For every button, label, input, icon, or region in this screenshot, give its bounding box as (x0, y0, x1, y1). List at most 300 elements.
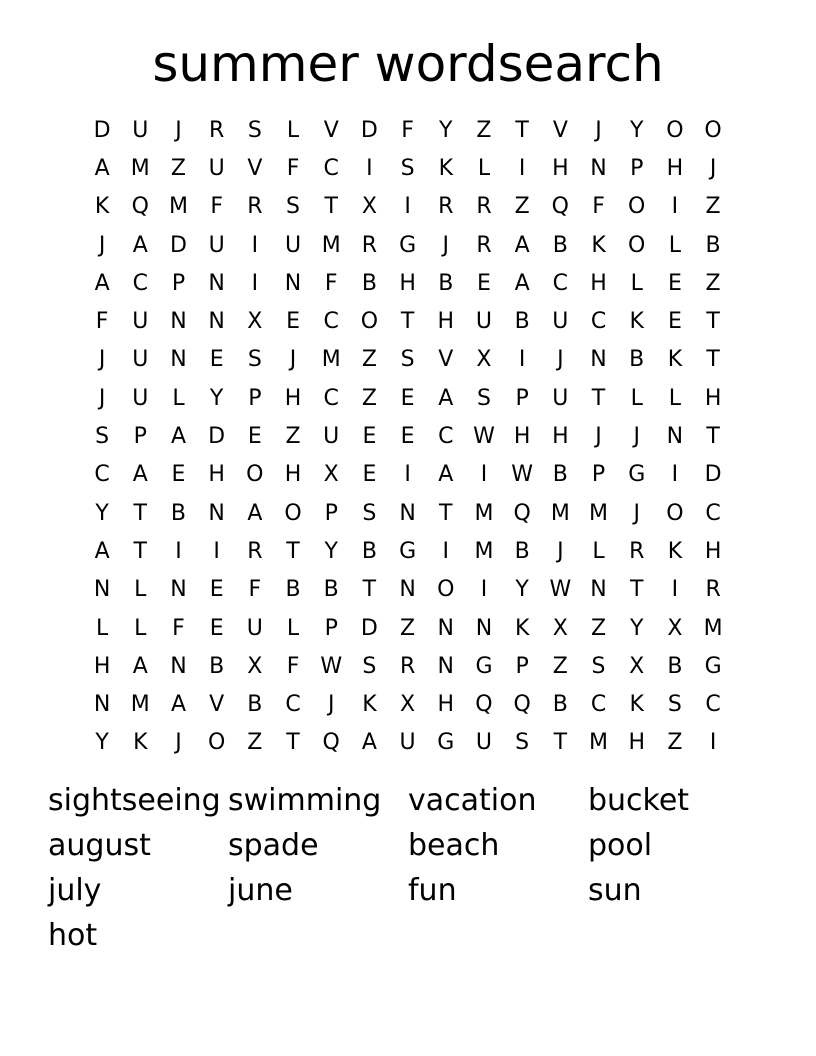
grid-letter: D (169, 232, 187, 258)
grid-letter: H (437, 309, 455, 335)
grid-letter: H (93, 653, 111, 679)
grid-letter: Z (170, 155, 186, 181)
grid-letter: J (327, 692, 335, 718)
grid-letter: B (170, 500, 187, 526)
grid-letter: G (628, 462, 646, 488)
grid-letter: K (94, 194, 110, 220)
grid-letter: N (93, 577, 111, 603)
grid-letter: W (549, 577, 572, 603)
grid-letter: C (552, 270, 569, 296)
grid-letter: Z (705, 194, 721, 220)
grid-letter: J (709, 155, 717, 181)
grid-letter: K (133, 730, 148, 756)
grid-letter: J (557, 347, 564, 373)
grid-letter: R (629, 538, 645, 564)
grid-letter: D (360, 615, 378, 641)
grid-letter: S (95, 424, 110, 450)
grid-letter: L (172, 385, 185, 411)
grid-letter: E (400, 424, 415, 450)
grid-letter: I (671, 577, 679, 603)
grid-letter: A (247, 500, 263, 526)
grid-letter: F (592, 194, 605, 220)
grid-letter: Y (95, 730, 109, 756)
grid-letter: H (704, 385, 722, 411)
grid-letter: Y (324, 538, 338, 564)
grid-letter: F (286, 653, 300, 679)
grid-letter: O (666, 500, 684, 526)
grid-letter: E (171, 462, 186, 488)
grid-letter: I (404, 194, 411, 220)
grid-letter: N (666, 424, 684, 450)
grid-letter: N (208, 270, 225, 296)
grid-letter: M (550, 500, 570, 526)
grid-letter: H (552, 155, 569, 181)
grid-letter: J (442, 232, 450, 258)
grid-letter: E (209, 577, 224, 603)
grid-letter: O (284, 500, 302, 526)
grid-letter: O (437, 577, 455, 603)
grid-letter: H (284, 385, 302, 411)
grid-letter: S (247, 347, 262, 373)
grid-letter: R (476, 194, 492, 220)
grid-letter: P (324, 615, 338, 641)
grid-letter: S (247, 117, 262, 143)
word-list-item: august (48, 828, 151, 863)
grid-letter: C (323, 385, 339, 411)
grid-letter: A (132, 462, 148, 488)
grid-letter: X (361, 194, 377, 220)
grid-letter: C (705, 692, 721, 718)
word-list-item: beach (408, 828, 500, 863)
grid-letter: A (94, 270, 110, 296)
grid-letter: E (667, 309, 682, 335)
grid-letter: U (132, 309, 149, 335)
grid-letter: M (130, 692, 150, 718)
grid-letter: I (671, 462, 679, 488)
grid-letter: Z (514, 194, 530, 220)
grid-letter: L (630, 385, 643, 411)
grid-letter: F (286, 155, 300, 181)
grid-letter: N (590, 155, 607, 181)
grid-letter: L (477, 155, 491, 181)
grid-letter: Q (513, 500, 531, 526)
grid-letter: Q (322, 730, 340, 756)
grid-letter: Q (551, 194, 569, 220)
grid-letter: X (476, 347, 492, 373)
grid-letter: N (437, 653, 455, 679)
grid-letter: G (437, 730, 455, 756)
grid-letter: Q (513, 692, 531, 718)
grid-letter: I (251, 232, 259, 258)
grid-letter: F (95, 309, 109, 335)
grid-letter: L (668, 385, 682, 411)
grid-letter: F (401, 117, 414, 143)
grid-letter: R (438, 194, 454, 220)
grid-letter: B (514, 309, 530, 335)
grid-letter: A (132, 653, 148, 679)
grid-letter: A (361, 730, 377, 756)
grid-letter: Z (667, 730, 683, 756)
grid-letter: I (175, 538, 182, 564)
grid-letter: P (515, 385, 529, 411)
grid-letter: K (629, 692, 644, 718)
grid-letter: J (633, 424, 640, 450)
grid-letter: U (323, 424, 340, 450)
grid-letter: I (480, 462, 488, 488)
grid-letter: S (400, 155, 415, 181)
grid-letter: H (208, 462, 225, 488)
word-list-item: pool (588, 828, 653, 863)
grid-letter: N (170, 577, 187, 603)
grid-letter: A (438, 462, 454, 488)
grid-letter: M (474, 538, 494, 564)
grid-letter: K (591, 232, 606, 258)
grid-letter: I (213, 538, 220, 564)
grid-letter: P (515, 653, 529, 679)
grid-letter: G (399, 232, 417, 258)
grid-letter: C (323, 155, 339, 181)
grid-letter: N (475, 615, 493, 641)
grid-letter: R (247, 538, 263, 564)
grid-letter: A (132, 232, 148, 258)
grid-letter: O (246, 462, 264, 488)
grid-letter: B (552, 232, 568, 258)
grid-letter: X (552, 615, 568, 641)
grid-letter: P (248, 385, 262, 411)
grid-letter: U (208, 155, 225, 181)
grid-letter: L (134, 615, 147, 641)
grid-letter: N (93, 692, 111, 718)
grid-letter: C (590, 692, 607, 718)
grid-letter: B (323, 577, 339, 603)
grid-letter: E (362, 424, 377, 450)
grid-letter: Z (705, 270, 721, 296)
grid-letter: V (209, 692, 225, 718)
grid-letter: K (667, 347, 683, 373)
grid-letter: U (475, 309, 493, 335)
grid-letter: Y (209, 385, 224, 411)
grid-letter: X (629, 653, 645, 679)
grid-letter: N (170, 653, 187, 679)
grid-letter: U (399, 730, 416, 756)
grid-letter: U (246, 615, 263, 641)
grid-letter: C (323, 309, 339, 335)
grid-letter: L (286, 117, 300, 143)
grid-letter: B (361, 270, 377, 296)
letter-grid (83, 111, 732, 762)
grid-letter: H (437, 692, 455, 718)
grid-letter: B (705, 232, 721, 258)
grid-letter: T (362, 577, 377, 603)
grid-letter: K (514, 615, 530, 641)
word-list-item: july (48, 873, 102, 908)
grid-letter: J (595, 117, 602, 143)
grid-letter: F (248, 577, 262, 603)
grid-letter: G (399, 538, 417, 564)
grid-letter: H (284, 462, 302, 488)
grid-letter: S (362, 653, 377, 679)
grid-letter: V (247, 155, 263, 181)
grid-letter: I (518, 155, 526, 181)
grid-letter: L (134, 577, 147, 603)
grid-letter: E (209, 615, 224, 641)
grid-letter: S (515, 730, 530, 756)
grid-letter: N (170, 347, 187, 373)
grid-letter: U (552, 309, 569, 335)
grid-letter: C (438, 424, 454, 450)
grid-letter: F (210, 194, 223, 220)
grid-letter: B (285, 577, 301, 603)
grid-letter: A (94, 538, 110, 564)
word-list-item: spade (228, 828, 319, 863)
grid-letter: O (360, 309, 379, 335)
grid-letter: T (286, 538, 300, 564)
grid-letter: S (667, 692, 682, 718)
grid-letter: A (94, 155, 110, 181)
grid-letter: O (666, 117, 684, 143)
grid-letter: K (629, 309, 644, 335)
grid-letter: X (323, 462, 339, 488)
grid-letter: J (595, 424, 602, 450)
grid-letter: O (628, 194, 646, 220)
grid-letter: X (667, 615, 683, 641)
grid-letter: D (93, 117, 111, 143)
grid-letter: U (132, 385, 149, 411)
grid-letter: U (132, 347, 149, 373)
grid-letter: O (207, 730, 226, 756)
grid-letter: U (284, 232, 302, 258)
grid-letter: B (552, 462, 568, 488)
grid-letter: X (247, 653, 263, 679)
grid-letter: T (629, 577, 644, 603)
grid-letter: W (320, 653, 343, 679)
grid-letter: J (289, 347, 297, 373)
grid-letter: R (247, 194, 263, 220)
grid-letter: K (438, 155, 453, 181)
grid-letter: S (476, 385, 491, 411)
grid-letter: T (400, 309, 415, 335)
grid-letter: C (705, 500, 721, 526)
grid-letter: W (511, 462, 534, 488)
grid-letter: B (629, 347, 645, 373)
grid-letter: E (247, 424, 262, 450)
grid-letter: P (630, 155, 644, 181)
word-list-item: june (228, 873, 293, 908)
grid-letter: H (399, 270, 416, 296)
grid-letter: T (591, 385, 606, 411)
grid-letter: P (133, 424, 147, 450)
grid-letter: C (94, 462, 110, 488)
grid-letter: L (668, 232, 682, 258)
grid-letter: R (361, 232, 378, 258)
grid-letter: F (324, 270, 338, 296)
word-list-item: swimming (228, 783, 382, 818)
grid-letter: H (552, 424, 569, 450)
grid-letter: U (552, 385, 569, 411)
grid-letter: L (630, 270, 643, 296)
grid-letter: A (438, 385, 454, 411)
grid-letter: N (284, 270, 302, 296)
grid-letter: Q (131, 194, 149, 220)
grid-letter: V (438, 347, 454, 373)
grid-letter: T (515, 117, 529, 143)
grid-letter: E (477, 270, 491, 296)
grid-letter: H (590, 270, 607, 296)
grid-letter: N (399, 577, 416, 603)
grid-letter: R (209, 117, 225, 143)
grid-letter: T (706, 309, 720, 335)
grid-letter: P (171, 270, 186, 296)
grid-letter: B (361, 538, 377, 564)
grid-letter: H (513, 424, 531, 450)
grid-letter: B (247, 692, 263, 718)
grid-letter: G (704, 653, 722, 679)
grid-letter: B (552, 692, 568, 718)
grid-letter: R (705, 577, 721, 603)
grid-letter: I (709, 730, 717, 756)
grid-letter: E (667, 270, 682, 296)
grid-letter: T (133, 538, 147, 564)
grid-letter: J (98, 385, 106, 411)
grid-letter: K (362, 692, 377, 718)
grid-letter: I (404, 462, 411, 488)
grid-letter: H (666, 155, 684, 181)
grid-letter: D (704, 462, 722, 488)
grid-letter: Z (285, 424, 301, 450)
grid-letter: O (704, 117, 722, 143)
grid-letter: N (170, 309, 187, 335)
grid-letter: K (667, 538, 683, 564)
grid-letter: N (590, 577, 607, 603)
grid-letter: N (590, 347, 607, 373)
grid-letter: A (514, 270, 530, 296)
grid-letter: T (706, 347, 720, 373)
grid-letter: Z (590, 615, 607, 641)
grid-letter: X (400, 692, 416, 718)
grid-letter: R (476, 232, 492, 258)
grid-letter: O (628, 232, 646, 258)
grid-letter: M (703, 615, 723, 641)
grid-letter: Z (247, 730, 263, 756)
grid-letter: A (170, 692, 186, 718)
grid-letter: D (208, 424, 226, 450)
grid-letter: Y (629, 117, 644, 143)
grid-letter: N (437, 615, 455, 641)
grid-letter: I (442, 538, 450, 564)
grid-letter: J (175, 730, 182, 756)
word-list-item: fun (408, 873, 457, 908)
grid-letter: Q (475, 692, 493, 718)
grid-letter: Y (439, 117, 453, 143)
grid-letter: M (589, 730, 609, 756)
grid-letter: Z (400, 615, 416, 641)
grid-letter: C (132, 270, 148, 296)
grid-letter: V (323, 117, 339, 143)
grid-letter: T (706, 424, 720, 450)
grid-letter: T (553, 730, 568, 756)
grid-letter: R (399, 653, 416, 679)
grid-letter: U (208, 232, 225, 258)
grid-letter: E (362, 462, 377, 488)
grid-letter: I (671, 194, 679, 220)
grid-letter: N (399, 500, 416, 526)
grid-letter: B (667, 653, 683, 679)
grid-letter: M (474, 500, 494, 526)
word-list-item: sun (588, 873, 642, 908)
grid-letter: C (590, 309, 607, 335)
grid-letter: J (633, 500, 640, 526)
grid-letter: D (360, 117, 378, 143)
grid-letter: N (208, 309, 225, 335)
grid-letter: L (286, 615, 300, 641)
grid-letter: A (514, 232, 530, 258)
grid-letter: T (286, 730, 300, 756)
grid-letter: I (480, 577, 488, 603)
grid-letter: X (247, 309, 263, 335)
grid-letter: Y (515, 577, 529, 603)
grid-letter: V (552, 117, 568, 143)
grid-letter: Z (476, 117, 492, 143)
grid-letter: U (132, 117, 149, 143)
grid-letter: Y (629, 615, 644, 641)
grid-letter: Z (361, 347, 377, 373)
grid-letter: G (475, 653, 493, 679)
grid-letter: M (168, 194, 188, 220)
grid-letter: I (366, 155, 373, 181)
grid-letter: P (591, 462, 606, 488)
grid-letter: J (175, 117, 182, 143)
grid-letter: E (209, 347, 224, 373)
grid-letter: M (321, 347, 341, 373)
grid-letter: H (628, 730, 645, 756)
grid-letter: J (98, 347, 106, 373)
grid-letter: S (362, 500, 377, 526)
word-list (48, 778, 768, 958)
grid-letter: Z (361, 385, 377, 411)
word-list-item: sightseeing (48, 783, 221, 818)
grid-letter: H (704, 538, 722, 564)
grid-letter: I (518, 347, 526, 373)
grid-letter: S (286, 194, 301, 220)
word-list-item: vacation (408, 783, 537, 818)
grid-letter: L (592, 538, 605, 564)
grid-letter: S (400, 347, 415, 373)
page-title: summer wordsearch (152, 35, 664, 93)
grid-letter: M (589, 500, 609, 526)
grid-letter: M (321, 232, 341, 258)
grid-letter: J (557, 538, 564, 564)
grid-letter: U (475, 730, 493, 756)
grid-letter: I (251, 270, 259, 296)
word-list-item: hot (48, 918, 98, 953)
grid-letter: E (400, 385, 415, 411)
grid-letter: B (209, 653, 225, 679)
grid-letter: Z (552, 653, 568, 679)
grid-letter: N (208, 500, 225, 526)
grid-letter: B (514, 538, 530, 564)
grid-letter: M (130, 155, 150, 181)
grid-letter: A (170, 424, 186, 450)
word-list-item: bucket (588, 783, 690, 818)
grid-letter: J (98, 232, 106, 258)
grid-letter: T (133, 500, 147, 526)
grid-letter: T (324, 194, 338, 220)
grid-letter: W (473, 424, 495, 450)
grid-letter: Y (95, 500, 109, 526)
grid-letter: F (172, 615, 185, 641)
grid-letter: L (95, 615, 109, 641)
grid-letter: S (591, 653, 606, 679)
